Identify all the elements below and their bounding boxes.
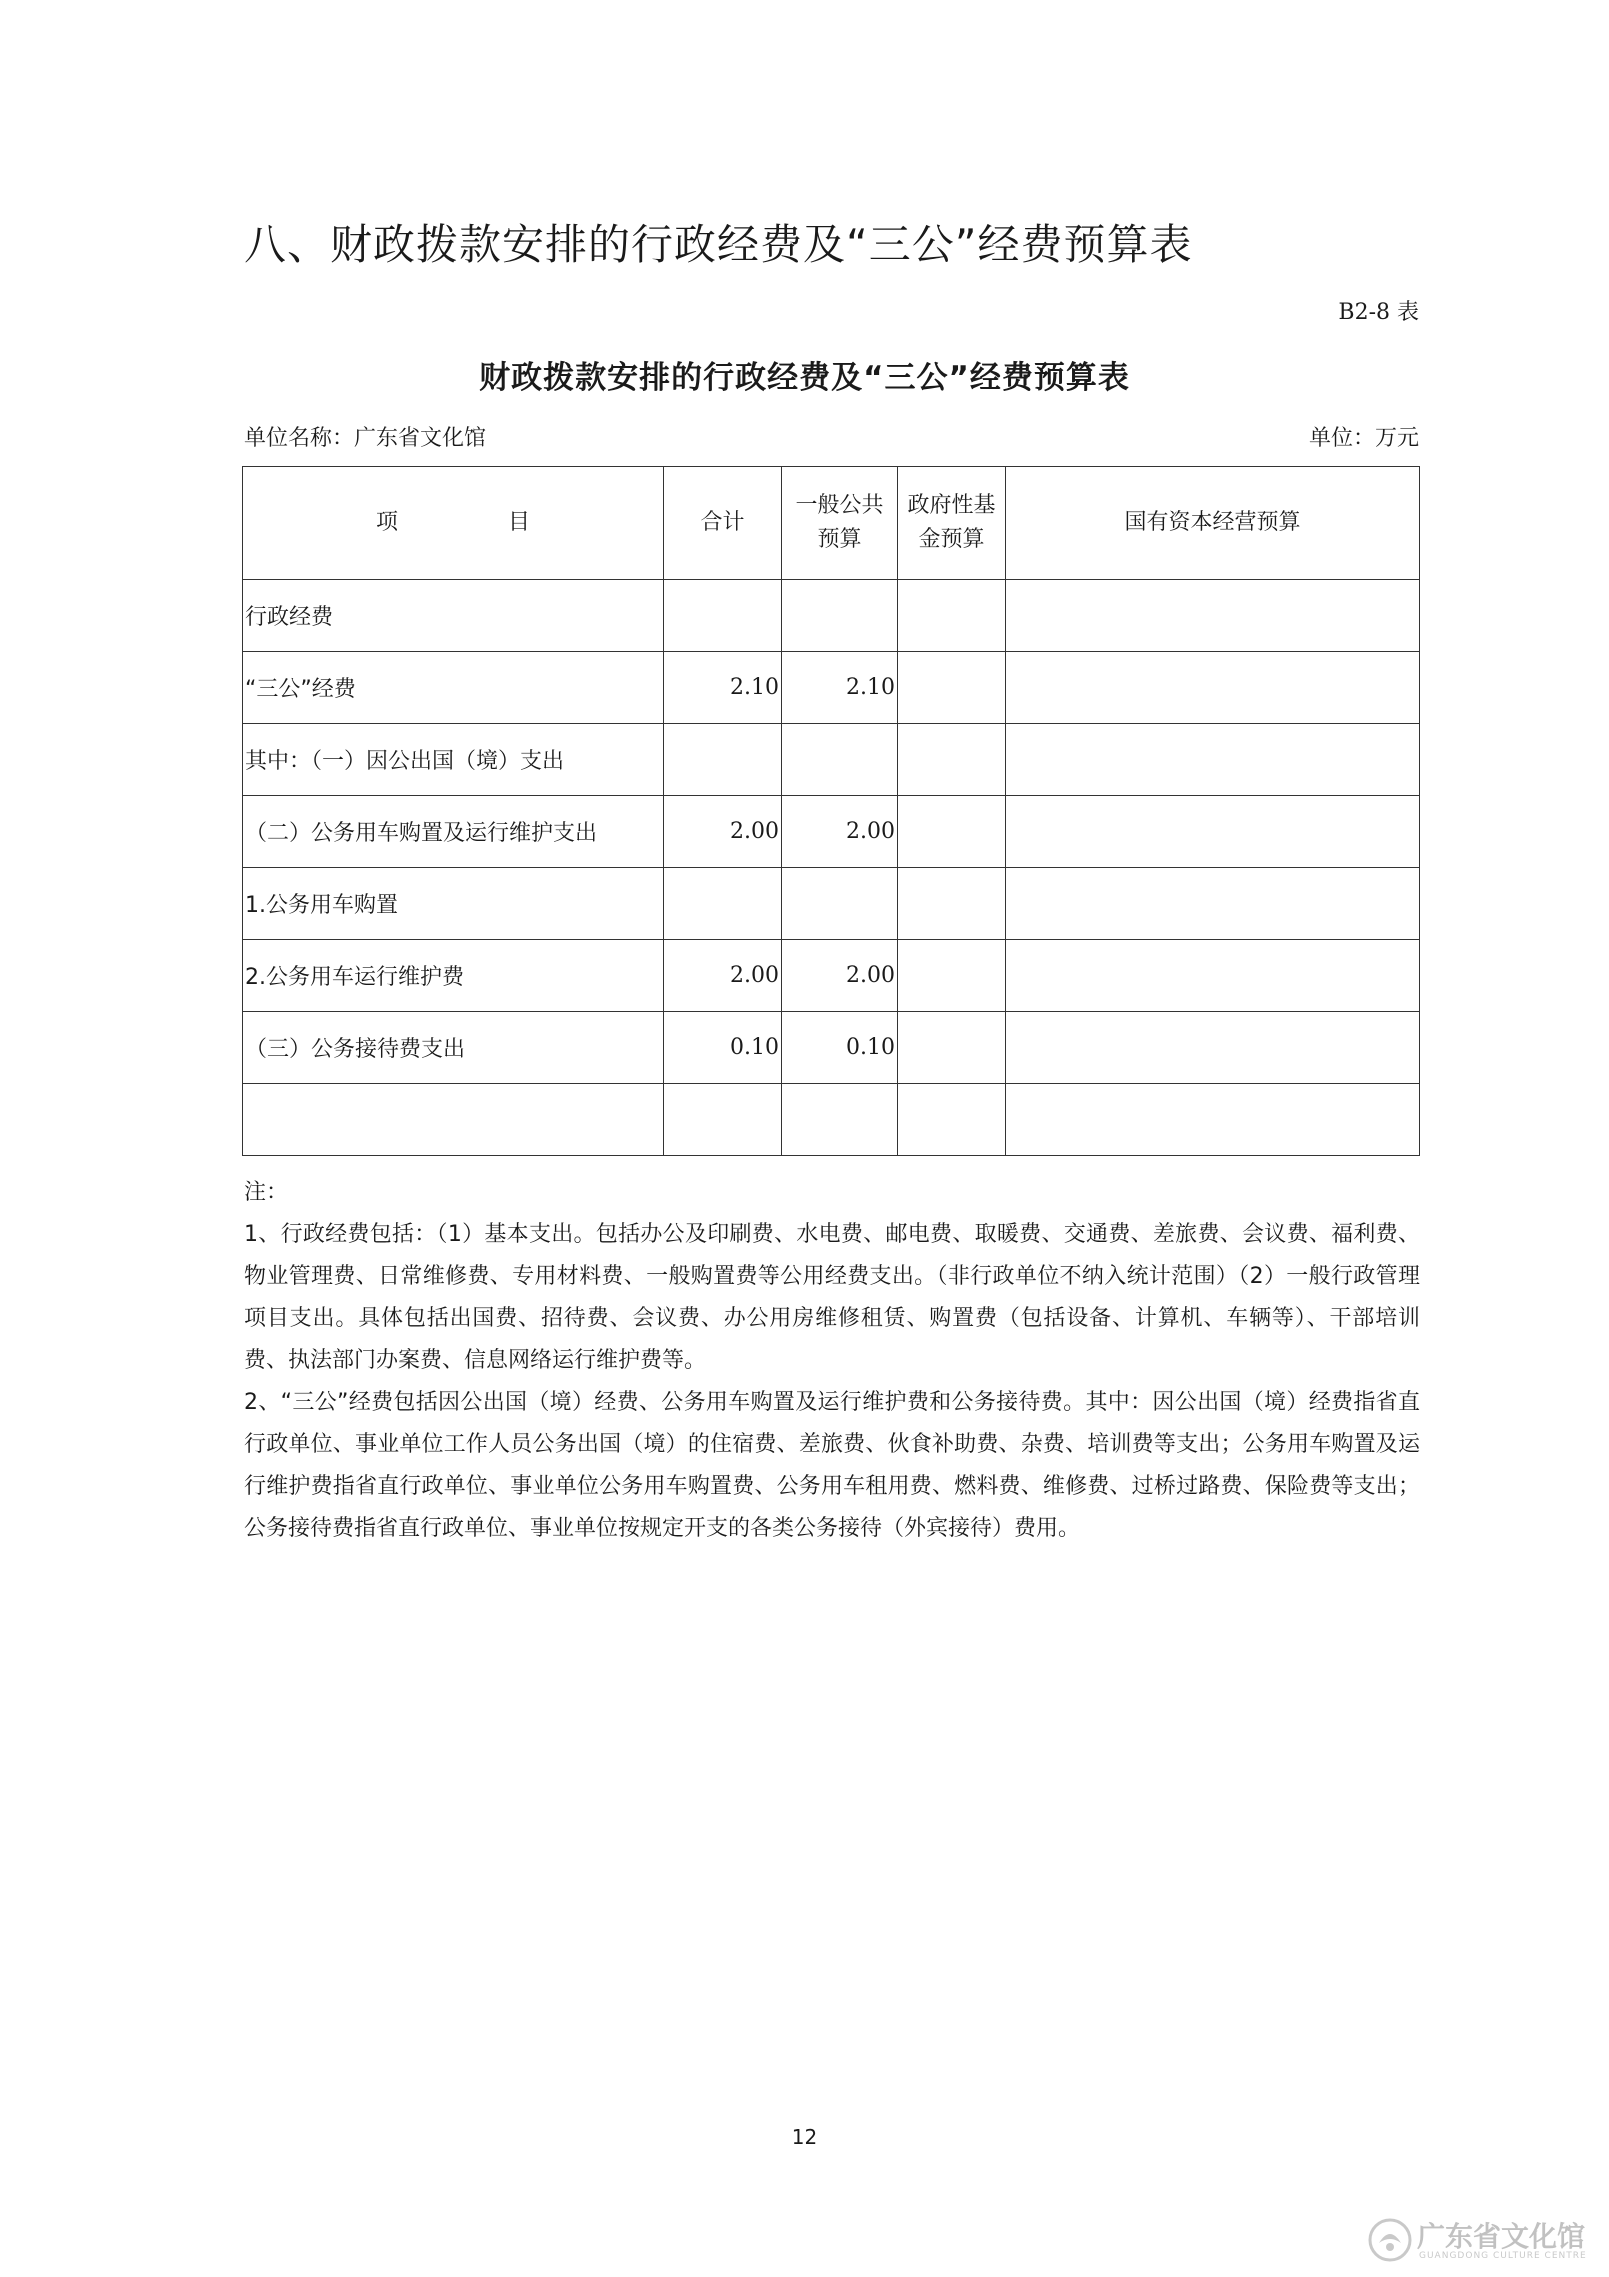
row-capital xyxy=(1006,1084,1420,1156)
row-item: 行政经费 xyxy=(243,580,664,652)
row-item: 其中：（一）因公出国（境）支出 xyxy=(243,724,664,796)
header-state-capital-budget: 国有资本经营预算 xyxy=(1006,467,1420,580)
row-fund xyxy=(898,580,1006,652)
table-row xyxy=(243,724,1420,796)
row-total: 2.00 xyxy=(664,796,782,868)
row-capital xyxy=(1006,580,1420,652)
row-total: 0.10 xyxy=(664,1012,782,1084)
row-item: （三）公务接待费支出 xyxy=(243,1012,664,1084)
row-general: 2.00 xyxy=(782,940,898,1012)
row-fund xyxy=(898,940,1006,1012)
header-gov-fund-budget xyxy=(898,467,1006,580)
row-capital xyxy=(1006,724,1420,796)
form-code: B2-8 表 xyxy=(1338,300,1419,325)
row-item: “三公”经费 xyxy=(243,652,664,724)
row-capital xyxy=(1006,796,1420,868)
row-fund xyxy=(898,868,1006,940)
row-total: 2.00 xyxy=(664,940,782,1012)
culture-centre-logo-icon xyxy=(1367,2217,1413,2263)
row-total: 2.10 xyxy=(664,652,782,724)
table-row xyxy=(243,1012,1420,1084)
row-general: 2.10 xyxy=(782,652,898,724)
unit-name: 单位名称：广东省文化馆 xyxy=(244,426,487,451)
table-row xyxy=(243,580,1420,652)
page-number: 12 xyxy=(791,2125,818,2149)
header-fund-line-2: 金预算 xyxy=(918,527,985,552)
notes-label: 注： xyxy=(244,1180,289,1205)
row-general xyxy=(782,724,898,796)
row-capital xyxy=(1006,868,1420,940)
row-item xyxy=(243,1084,664,1156)
table-header-row xyxy=(243,467,1420,580)
row-item: 1.公务用车购置 xyxy=(243,868,664,940)
header-item-part-1: 项 xyxy=(375,510,398,535)
header-general-line-2: 预算 xyxy=(817,527,862,552)
watermark-subtext: GUANGDONG CULTURE CENTRE xyxy=(1419,2251,1587,2261)
table-row xyxy=(243,796,1420,868)
note-1: 1、行政经费包括：（1）基本支出。包括办公及印刷费、水电费、邮电费、取暖费、交通费、差旅费、会议费、福利费、物业管理费、日常维修费、专用材料费、一般购置费等公用经费支出。（非行政单位不纳入统计范围）（2）一般行政管理项目支出。具体包括出国费、招待费、会议费、办公用房维修租赁、购置费（包括设备、计算机、车辆等）、干部培训费、执法部门办案费、信息网络运行维护费等。 xyxy=(244,1222,1420,1373)
row-capital xyxy=(1006,652,1420,724)
table-row xyxy=(243,1084,1420,1156)
section-title: 八、财政拨款安排的行政经费及“三公”经费预算表 xyxy=(244,220,1193,269)
row-capital xyxy=(1006,1012,1420,1084)
notes xyxy=(244,1172,1420,1550)
row-general: 0.10 xyxy=(782,1012,898,1084)
row-item: （二）公务用车购置及运行维护支出 xyxy=(243,796,664,868)
table-row xyxy=(243,868,1420,940)
row-total xyxy=(664,868,782,940)
row-general xyxy=(782,1084,898,1156)
watermark xyxy=(1367,2211,1597,2271)
table-row xyxy=(243,652,1420,724)
row-fund xyxy=(898,1084,1006,1156)
watermark-text: 广东省文化馆 xyxy=(1417,2220,1586,2253)
row-fund xyxy=(898,1012,1006,1084)
table-title: 财政拨款安排的行政经费及“三公”经费预算表 xyxy=(479,360,1130,396)
header-total: 合计 xyxy=(664,467,782,580)
row-item: 2.公务用车运行维护费 xyxy=(243,940,664,1012)
budget-table xyxy=(242,466,1420,1156)
row-capital xyxy=(1006,940,1420,1012)
currency-unit: 单位：万元 xyxy=(1308,426,1419,451)
table-row xyxy=(243,940,1420,1012)
row-total xyxy=(664,724,782,796)
note-2: 2、“三公”经费包括因公出国（境）经费、公务用车购置及运行维护费和公务接待费。其中：因公出国（境）经费指省直行政单位、事业单位工作人员公务出国（境）的住宿费、差旅费、伙食补助费、杂费、培训费等支出；公务用车购置及运行维护费指省直行政单位、事业单位公务用车购置费、公务用车租用费、燃料费、维修费、过桥过路费、保险费等支出；公务接待费指省直行政单位、事业单位按规定开支的各类公务接待（外宾接待）费用。 xyxy=(244,1390,1420,1541)
row-fund xyxy=(898,652,1006,724)
row-general: 2.00 xyxy=(782,796,898,868)
header-item xyxy=(243,467,664,580)
row-total xyxy=(664,1084,782,1156)
header-fund-line-1: 政府性基 xyxy=(907,493,996,518)
row-fund xyxy=(898,724,1006,796)
row-total xyxy=(664,580,782,652)
row-fund xyxy=(898,796,1006,868)
header-item-part-2: 目 xyxy=(508,510,531,535)
header-general-line-1: 一般公共 xyxy=(795,493,884,518)
header-general-public-budget xyxy=(782,467,898,580)
row-general xyxy=(782,580,898,652)
row-general xyxy=(782,868,898,940)
